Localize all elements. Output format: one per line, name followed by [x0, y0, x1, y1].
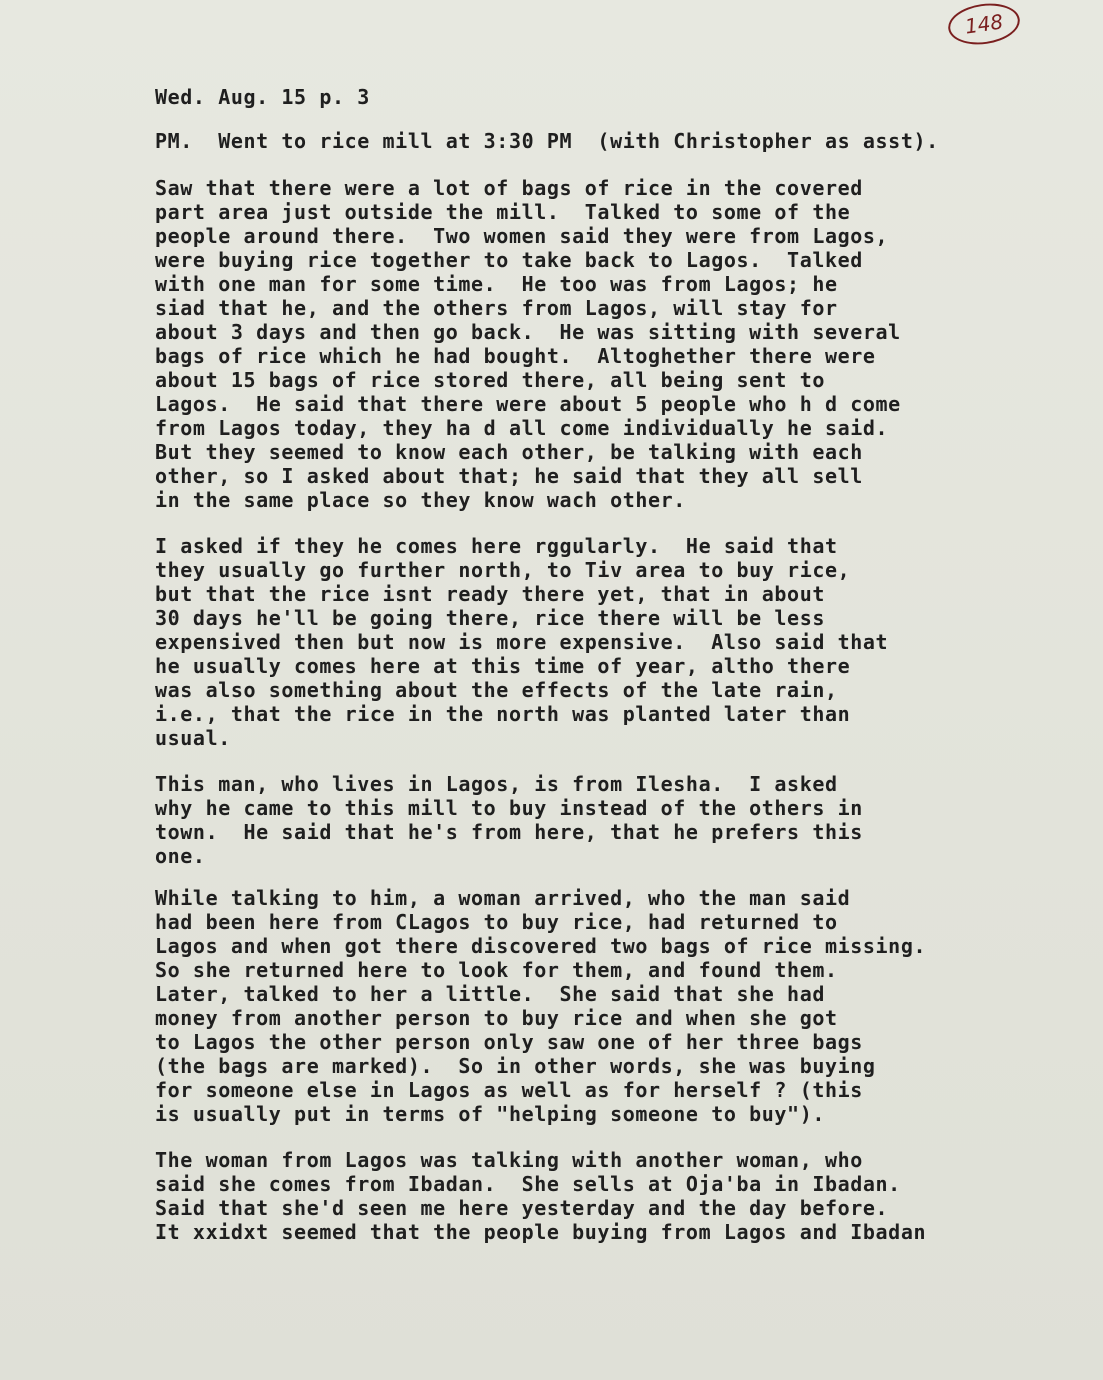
text-line: one.: [155, 844, 206, 868]
text-line: So she returned here to look for them, and found them.: [155, 958, 838, 982]
text-line: The woman from Lagos was talking with another woman, who: [155, 1148, 863, 1172]
text-line: Saw that there were a lot of bags of rice in the covered: [155, 176, 863, 200]
text-line: bags of rice which he had bought. Altoghether there were: [155, 344, 876, 368]
text-line: part area just outside the mill. Talked to some of the: [155, 200, 851, 224]
text-line: PM. Went to rice mill at 3:30 PM (with Christopher as asst).: [155, 129, 939, 153]
text-line: in the same place so they know wach other.: [155, 488, 686, 512]
text-line: It xxidxt seemed that the people buying from Lagos and Ibadan: [155, 1220, 927, 1244]
text-line: 30 days he'll be going there, rice there will be less: [155, 606, 825, 630]
text-line: Later, talked to her a little. She said that she had: [155, 982, 825, 1006]
text-line: town. He said that he's from here, that he prefers this: [155, 820, 863, 844]
text-line: from Lagos today, they ha d all come individually he said.: [155, 416, 889, 440]
page-number-stamp: 148: [946, 0, 1023, 49]
text-line: But they seemed to know each other, be talking with each: [155, 440, 863, 464]
text-line: Lagos and when got there discovered two bags of rice missing.: [155, 934, 927, 958]
text-line: for someone else in Lagos as well as for herself ? (this: [155, 1078, 863, 1102]
date-heading: Wed. Aug. 15 p. 3: [155, 85, 370, 109]
text-line: said she comes from Ibadan. She sells at Oja'ba in Ibadan.: [155, 1172, 901, 1196]
text-line: about 15 bags of rice stored there, all being sent to: [155, 368, 825, 392]
text-line: had been here from CLagos to buy rice, had returned to: [155, 910, 838, 934]
text-line: they usually go further north, to Tiv area to buy rice,: [155, 558, 851, 582]
text-line: i.e., that the rice in the north was planted later than: [155, 702, 851, 726]
text-line: (the bags are marked). So in other words, she was buying: [155, 1054, 876, 1078]
text-line: people around there. Two women said they were from Lagos,: [155, 224, 889, 248]
text-line: usual.: [155, 726, 231, 750]
text-line: This man, who lives in Lagos, is from Ilesha. I asked: [155, 772, 838, 796]
text-line: with one man for some time. He too was from Lagos; he: [155, 272, 838, 296]
text-line: other, so I asked about that; he said that they all sell: [155, 464, 863, 488]
text-line: is usually put in terms of "helping someone to buy").: [155, 1102, 825, 1126]
text-line: to Lagos the other person only saw one of her three bags: [155, 1030, 863, 1054]
text-line: While talking to him, a woman arrived, who the man said: [155, 886, 851, 910]
text-line: siad that he, and the others from Lagos, will stay for: [155, 296, 838, 320]
text-line: were buying rice together to take back to Lagos. Talked: [155, 248, 863, 272]
text-line: Said that she'd seen me here yesterday and the day before.: [155, 1196, 889, 1220]
text-line: why he came to this mill to buy instead of the others in: [155, 796, 863, 820]
text-line: I asked if they he comes here rggularly. He said that: [155, 534, 838, 558]
text-line: expensived then but now is more expensive. Also said that: [155, 630, 889, 654]
text-line: he usually comes here at this time of year, altho there: [155, 654, 851, 678]
text-line: Lagos. He said that there were about 5 people who h d come: [155, 392, 901, 416]
text-line: was also something about the effects of the late rain,: [155, 678, 838, 702]
text-line: but that the rice isnt ready there yet, that in about: [155, 582, 825, 606]
text-line: money from another person to buy rice and when she got: [155, 1006, 838, 1030]
text-line: about 3 days and then go back. He was sitting with several: [155, 320, 901, 344]
